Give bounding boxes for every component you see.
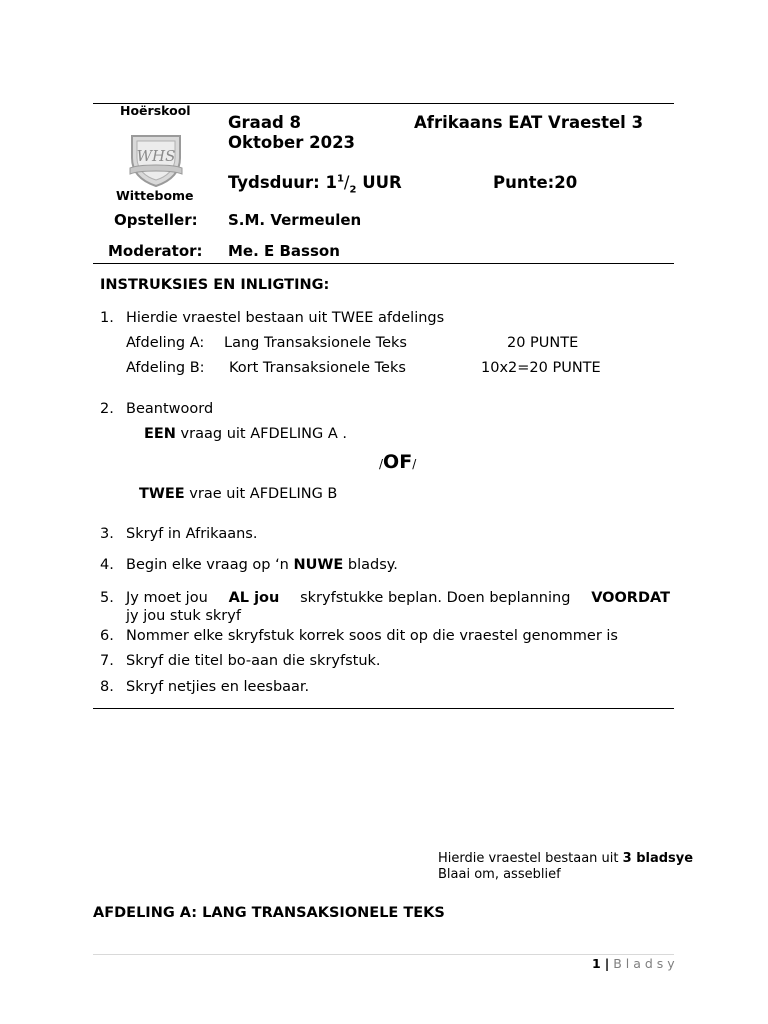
section-b-label: Afdeling B: — [126, 360, 205, 376]
item3-number: 3. — [100, 526, 114, 542]
page-separator: | — [604, 956, 610, 971]
twee-rest: vrae uit AFDELING B — [184, 486, 338, 502]
item5-bold2: VOORDAT — [591, 590, 670, 606]
section-a-heading: AFDELING A: LANG TRANSAKSIONELE TEKS — [93, 905, 445, 921]
item5-line2: jy jou stuk skryf — [126, 608, 241, 624]
moderator-name: Me. E Basson — [228, 242, 340, 260]
section-a-marks: 20 PUNTE — [507, 335, 579, 351]
section-b-text: Kort Transaksionele Teks — [229, 360, 406, 376]
item4-number: 4. — [100, 557, 114, 573]
exam-date: Oktober 2023 — [228, 133, 356, 152]
een-bold: EEN — [144, 426, 176, 442]
page-label: B l a d s y — [613, 956, 675, 971]
duration-slash: / — [343, 173, 350, 192]
item1-number: 1. — [100, 310, 114, 326]
instructions-heading: INSTRUKSIES EN INLIGTING: — [100, 277, 330, 293]
total-marks: Punte:20 — [493, 173, 578, 192]
crest-shield-icon — [126, 128, 186, 188]
item5-pre: Jy moet jou — [126, 590, 213, 606]
section-a-text: Lang Transaksionele Teks — [224, 335, 407, 351]
item6-text: Nommer elke skryfstuk korrek soos dit op die vraestel genommer is — [126, 628, 618, 644]
page-count-bold: 3 bladsye — [622, 851, 694, 866]
school-name-top: Hoërskool — [120, 103, 191, 118]
duration — [228, 173, 402, 195]
footer-rule — [93, 954, 674, 955]
item1-text: Hierdie vraestel bestaan uit TWEE afdelings — [126, 310, 445, 326]
item4-bold: NUWE — [293, 557, 344, 573]
item4-pre: Begin elke vraag op ‘n — [126, 557, 294, 573]
or-slash-right: / — [412, 457, 417, 471]
turn-page-note: Blaai om, asseblief — [438, 867, 561, 882]
item6-number: 6. — [100, 628, 114, 644]
item5-number: 5. — [100, 590, 114, 606]
instructions-bottom-rule — [93, 708, 674, 709]
section-a-label: Afdeling A: — [126, 335, 205, 351]
item5-mid: skryfstukke beplan. Doen beplanning — [295, 590, 576, 606]
page-footer — [592, 956, 675, 971]
item5-text — [126, 590, 670, 606]
grade-title: Graad 8 — [228, 113, 301, 132]
duration-sub: 2 — [349, 184, 357, 196]
twee-bold: TWEE — [139, 486, 185, 502]
compiler-name: S.M. Vermeulen — [228, 211, 362, 229]
item8-text: Skryf netjies en leesbaar. — [126, 679, 310, 695]
item2-twee-line — [139, 486, 337, 502]
item2-een-line — [144, 426, 347, 442]
school-crest-logo — [126, 128, 186, 188]
item4-post: bladsy. — [343, 557, 398, 573]
moderator-label: Moderator: — [108, 242, 203, 260]
duration-unit: UUR — [356, 173, 402, 192]
item7-number: 7. — [100, 653, 114, 669]
item5-bold1: AL jou — [228, 590, 280, 606]
item2-text: Beantwoord — [126, 401, 214, 417]
or-word: OF — [383, 451, 413, 473]
duration-label: Tydsduur: 1 — [228, 173, 337, 192]
item2-number: 2. — [100, 401, 114, 417]
duration-sup: 1 — [336, 173, 344, 185]
subject-title: Afrikaans EAT Vraestel 3 — [414, 113, 644, 132]
header-bottom-rule — [93, 263, 674, 264]
school-name-bottom: Wittebome — [116, 188, 194, 203]
item7-text: Skryf die titel bo-aan die skryfstuk. — [126, 653, 381, 669]
page-count-note — [438, 851, 693, 866]
section-b-marks: 10x2=20 PUNTE — [481, 360, 601, 376]
or-separator — [379, 451, 416, 473]
een-rest: vraag uit AFDELING A . — [175, 426, 347, 442]
item3-text: Skryf in Afrikaans. — [126, 526, 258, 542]
item8-number: 8. — [100, 679, 114, 695]
item4-text — [126, 557, 398, 573]
crest-letters: WHS — [136, 147, 176, 165]
page-count-pre: Hierdie vraestel bestaan uit — [438, 851, 623, 866]
compiler-label: Opsteller: — [114, 211, 198, 229]
or-slash-left: / — [379, 457, 384, 471]
page-number: 1 — [592, 956, 601, 971]
